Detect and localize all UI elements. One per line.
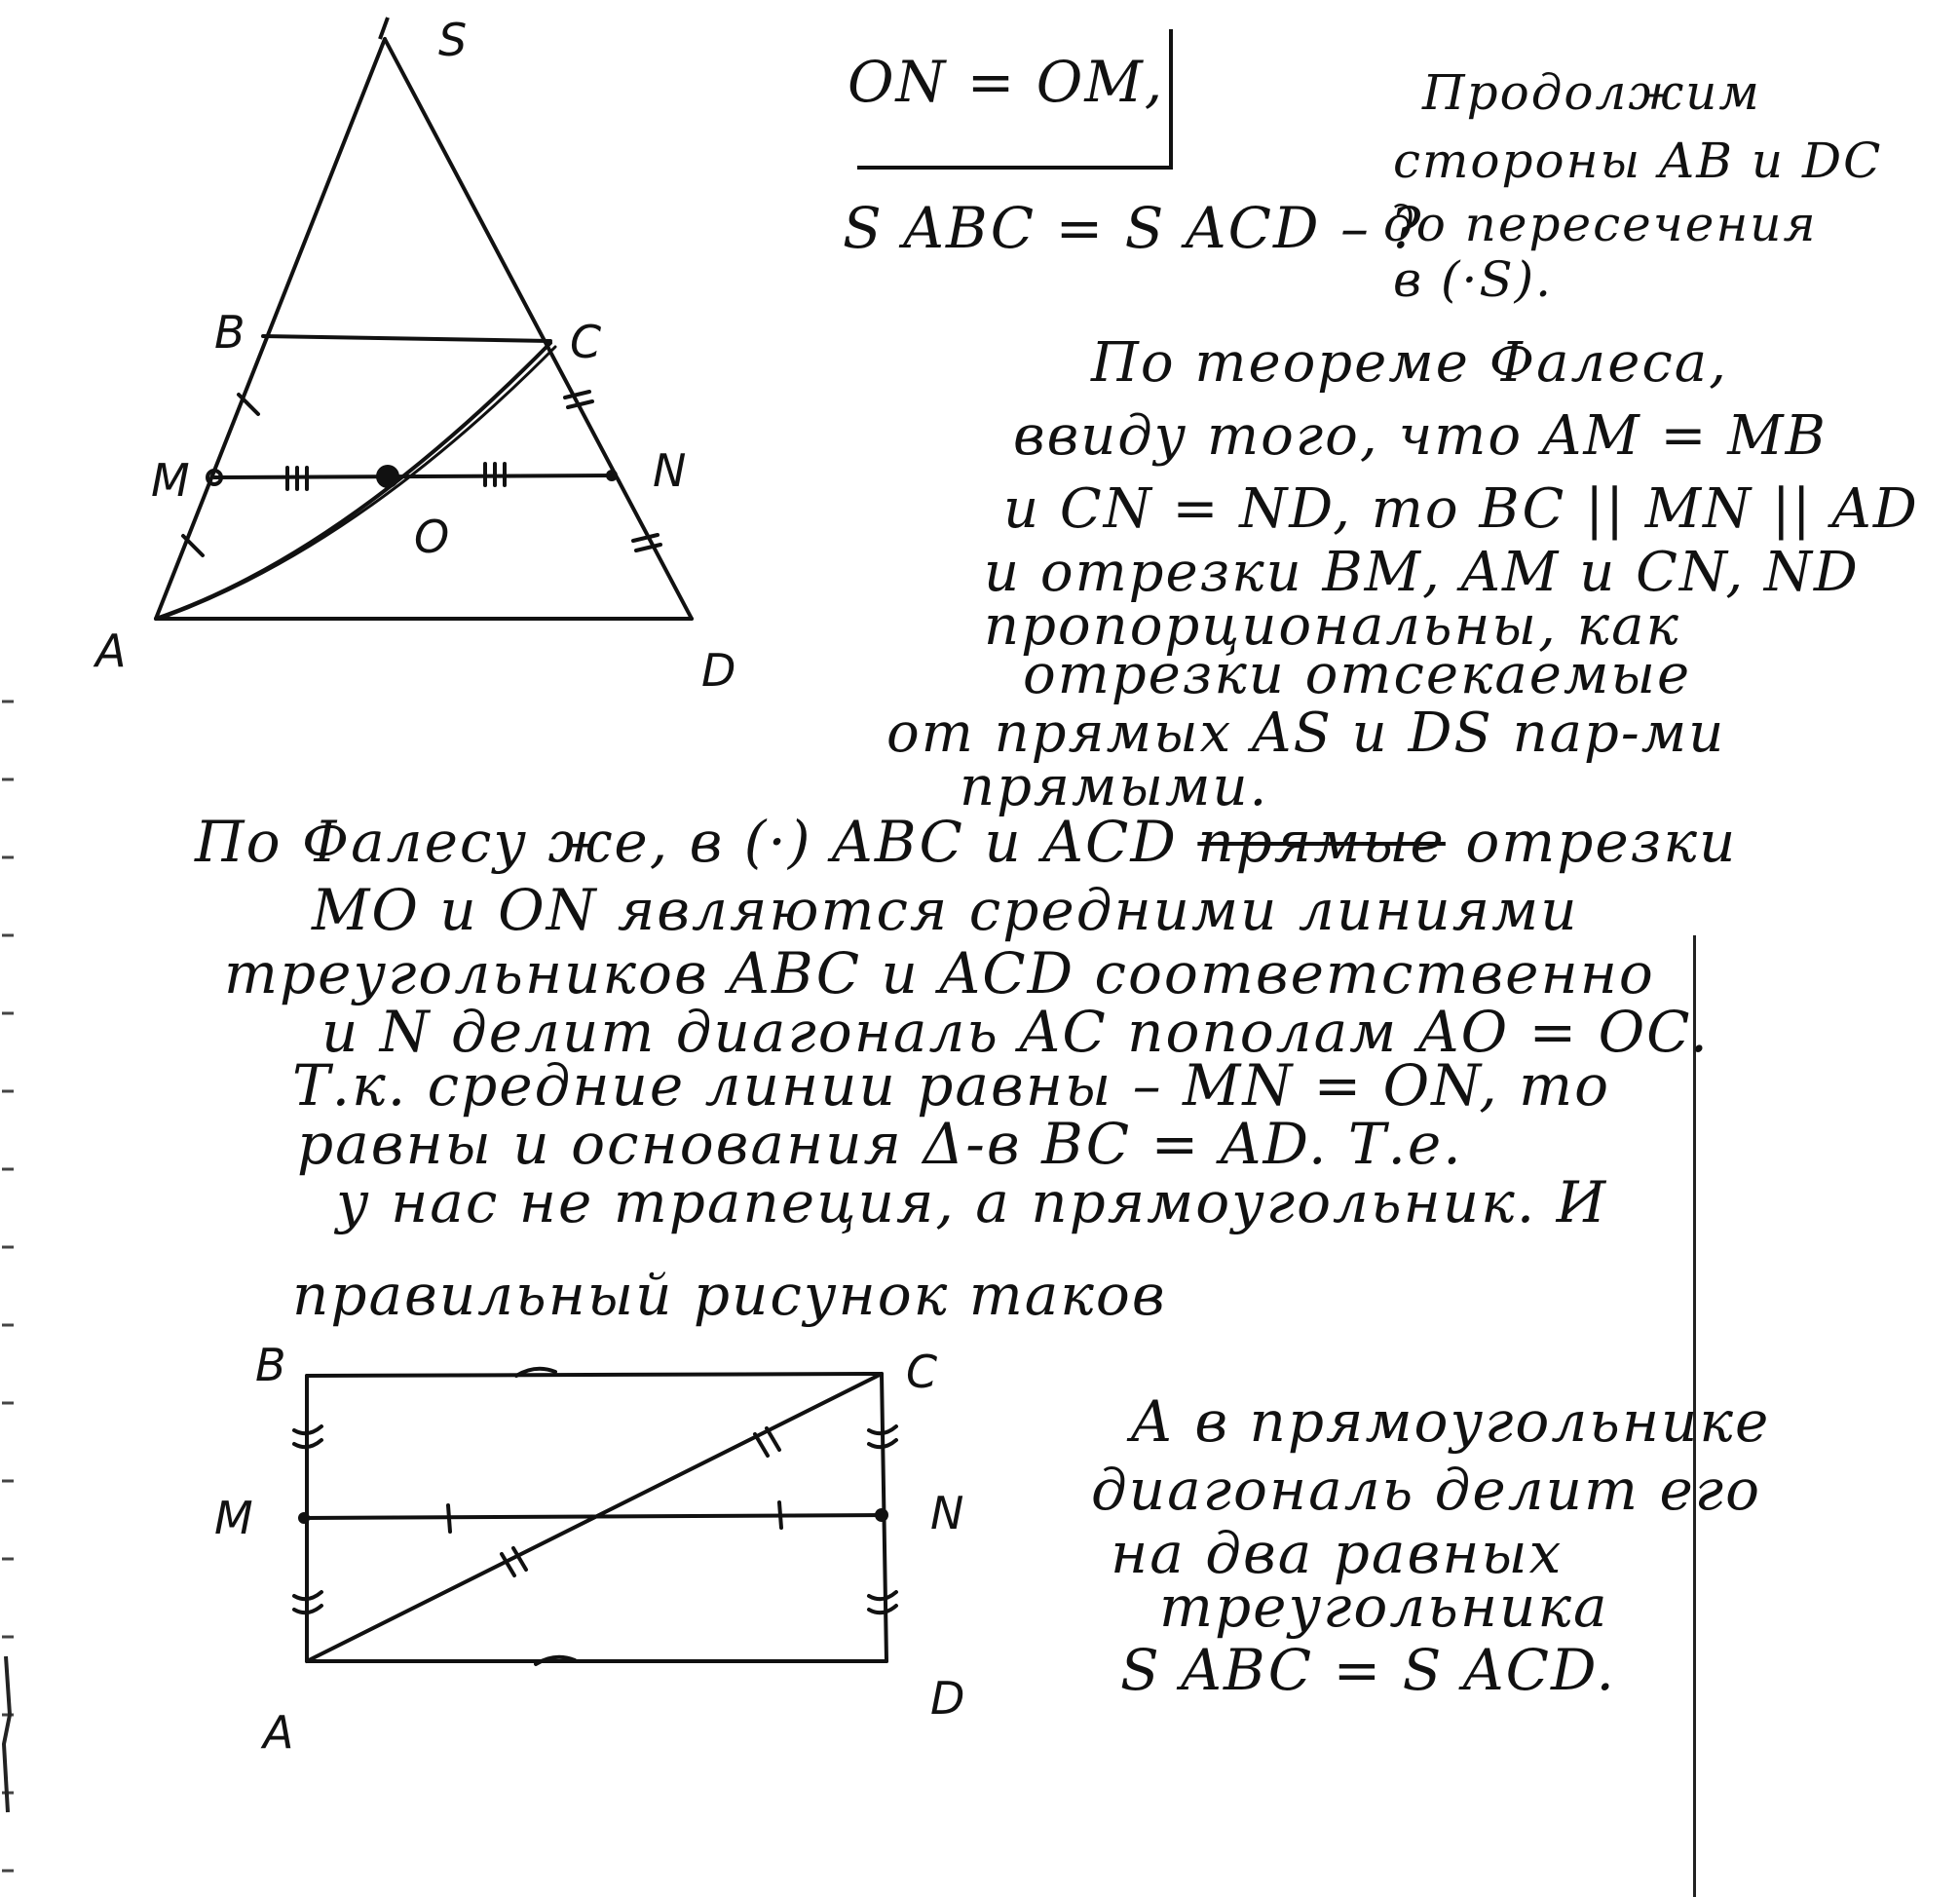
rect-label-c: C bbox=[906, 1346, 938, 1398]
note-line-1: Продолжим bbox=[1422, 64, 1761, 121]
thales-line-2: ввиду того, что AM = MB bbox=[1013, 404, 1828, 468]
label-s: S bbox=[438, 14, 468, 66]
thales-line-4: и отрезки BM, AM и CN, ND bbox=[984, 541, 1860, 604]
label-c: C bbox=[570, 316, 602, 368]
thales-line-6: отрезки отсекаемые bbox=[1023, 643, 1692, 706]
midline-line-1-end: отрезки bbox=[1465, 809, 1738, 875]
midline-mn bbox=[214, 475, 614, 477]
rect-point-n bbox=[875, 1508, 888, 1522]
midline-line-2: MO и ON являются средними линиями bbox=[312, 877, 1579, 943]
label-a: A bbox=[95, 625, 127, 677]
thales-line-8: прямыми. bbox=[960, 755, 1269, 818]
rect-label-a: A bbox=[263, 1706, 294, 1759]
point-n bbox=[606, 470, 618, 481]
conclusion-line-5: S ABC = S ACD. bbox=[1120, 1637, 1616, 1703]
diagonal-ac bbox=[156, 343, 550, 619]
label-o: O bbox=[414, 511, 450, 563]
label-d: D bbox=[701, 644, 736, 697]
midline-line-1-start: По Фалесу же, в (·) ABC и ACD bbox=[195, 809, 1178, 875]
side-as bbox=[156, 39, 385, 619]
base-bc bbox=[263, 336, 550, 341]
rect-label-n: N bbox=[930, 1487, 964, 1539]
rect-label-d: D bbox=[930, 1672, 965, 1725]
midline-line-3: треугольников ABC и ACD соответственно bbox=[224, 940, 1655, 1006]
midline-line-4: и N делит диагональ AC пополам AO = OC. bbox=[321, 999, 1710, 1065]
thales-line-3: и CN = ND, то BC || MN || AD bbox=[1003, 477, 1919, 541]
midline-line-5: Т.к. средние линии равны – MN = ON, то bbox=[292, 1052, 1611, 1119]
note-line-3: до пересечения bbox=[1383, 196, 1818, 252]
label-b: B bbox=[214, 306, 245, 359]
rect-point-m bbox=[298, 1512, 310, 1524]
figure-rectangle bbox=[224, 1339, 964, 1759]
point-o bbox=[376, 465, 399, 488]
conclusion-line-3: на два равных bbox=[1111, 1520, 1564, 1586]
midline-line-6: равны и основания Δ-в BC = AD. Т.е. bbox=[297, 1111, 1463, 1177]
label-m: M bbox=[151, 454, 190, 507]
label-n: N bbox=[653, 444, 687, 497]
midline-mn bbox=[302, 1515, 885, 1518]
conclusion-line-2: диагональ делит его bbox=[1091, 1457, 1762, 1523]
midline-line-7: у нас не трапеция, а прямоугольник. И bbox=[336, 1169, 1608, 1235]
page-edge-marks bbox=[0, 0, 39, 1897]
note-line-4: в (·S). bbox=[1393, 251, 1554, 308]
given-line-2: S ABC = S ACD – ? bbox=[843, 195, 1423, 261]
conclusion-line-1: А в прямоугольнике bbox=[1130, 1388, 1771, 1455]
side-bc bbox=[307, 1374, 882, 1376]
thales-line-5: пропорциональны, как bbox=[984, 594, 1680, 658]
figure-trapezoid bbox=[78, 10, 857, 711]
midline-line-1 bbox=[195, 809, 1738, 875]
midline-struck-word: прямые bbox=[1197, 809, 1446, 875]
given-line-1: ON = OM, bbox=[848, 49, 1165, 115]
note-line-2: стороны AB и DC bbox=[1393, 133, 1883, 189]
conclusion-line-4: треугольника bbox=[1159, 1574, 1609, 1640]
thales-line-1: По теореме Фалеса, bbox=[1091, 331, 1728, 395]
rect-label-b: B bbox=[255, 1339, 286, 1391]
rect-label-m: M bbox=[214, 1492, 253, 1544]
thales-line-7: от прямых AS и DS пар-ми bbox=[886, 702, 1726, 765]
midline-line-8: правильный рисунок таков bbox=[292, 1262, 1167, 1328]
